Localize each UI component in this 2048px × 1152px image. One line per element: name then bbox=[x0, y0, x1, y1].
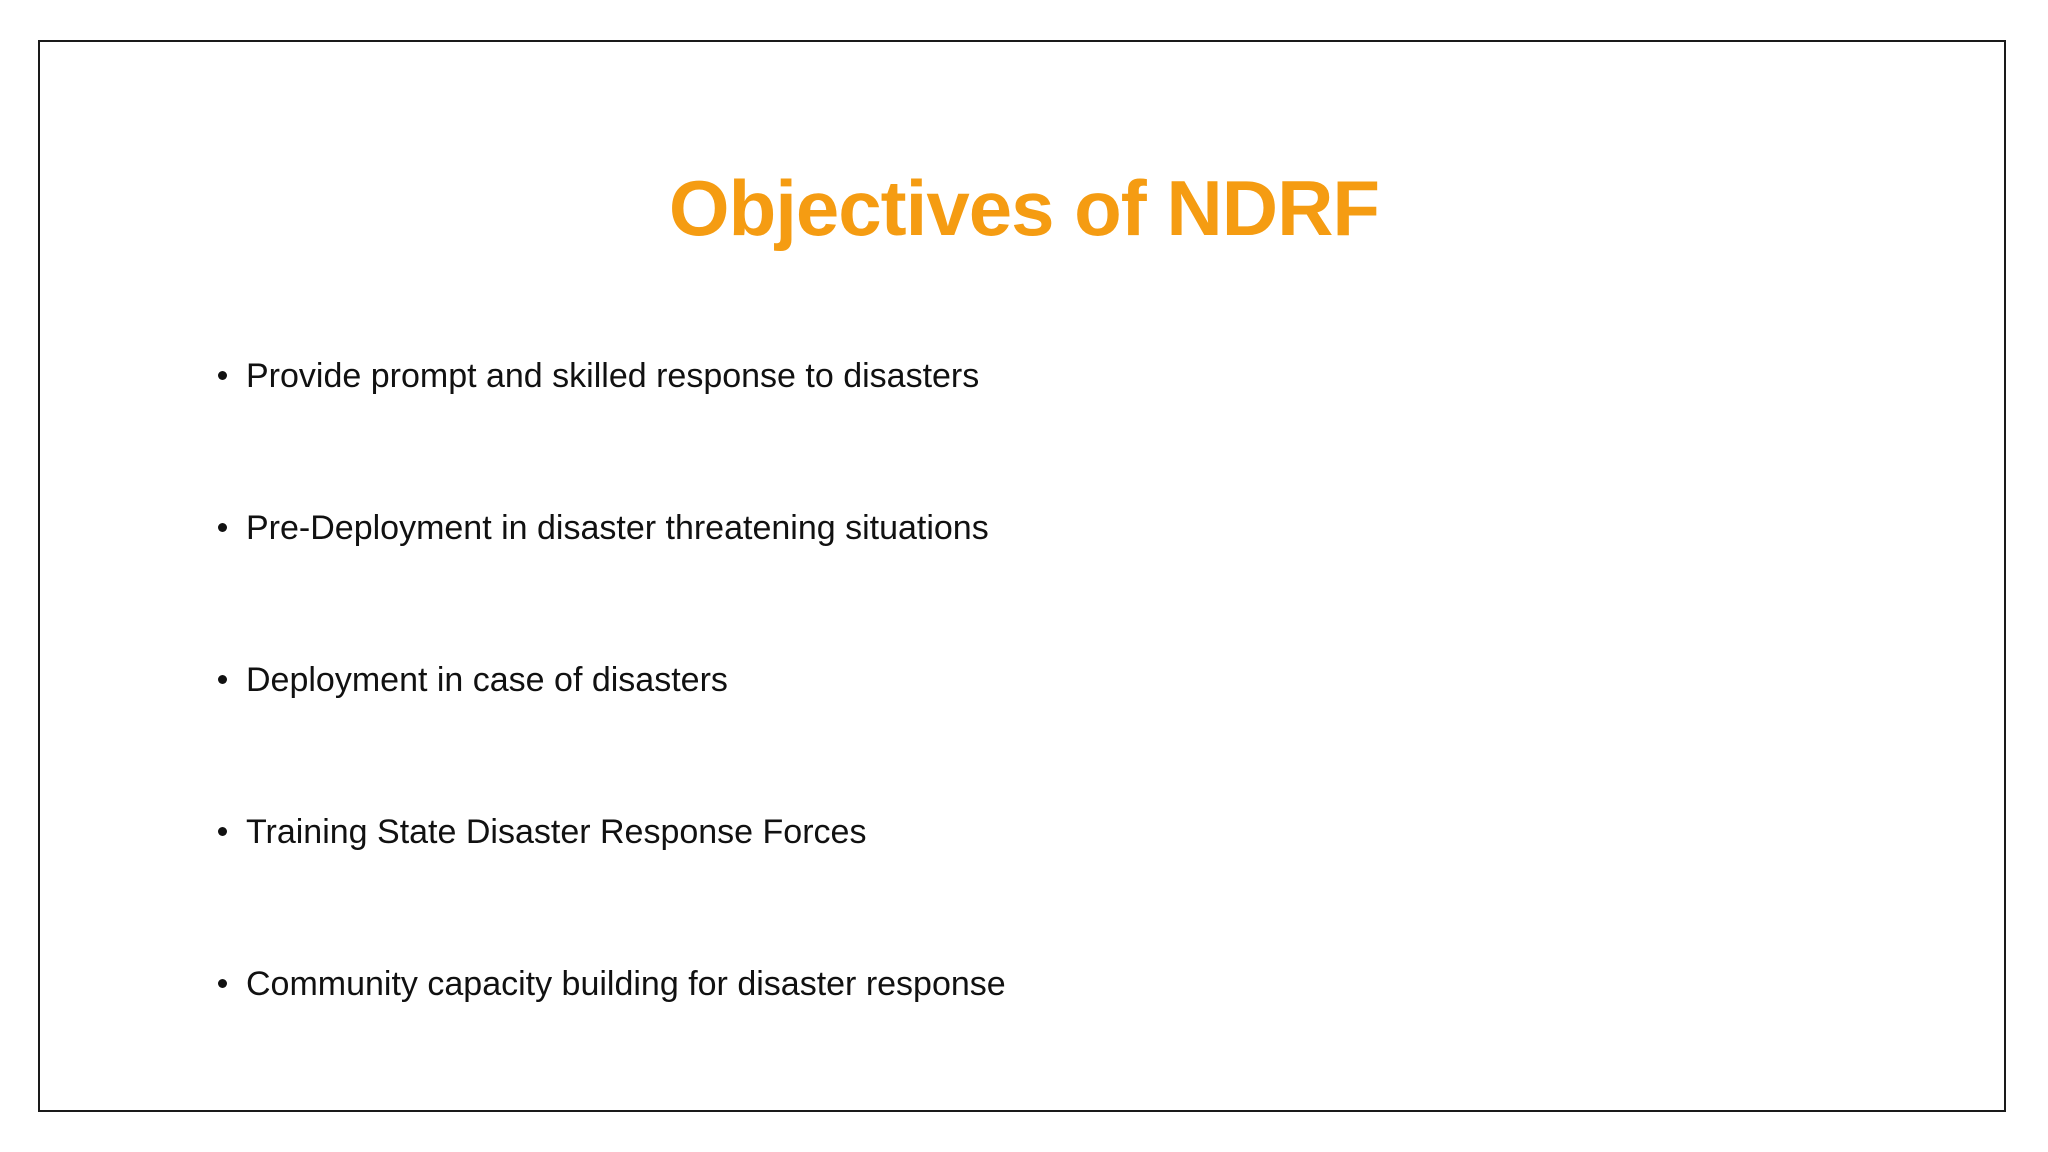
list-item bbox=[214, 340, 1006, 492]
bullet-icon bbox=[218, 979, 227, 988]
list-item-text: Deployment in case of disasters bbox=[246, 661, 728, 699]
list-item bbox=[214, 492, 1006, 644]
list-item bbox=[214, 948, 1006, 1100]
objectives-list bbox=[214, 340, 1006, 1100]
list-item-text: Provide prompt and skilled response to disasters bbox=[246, 357, 980, 395]
list-item-text: Training State Disaster Response Forces bbox=[246, 813, 867, 851]
list-item bbox=[214, 644, 1006, 796]
bullet-icon bbox=[218, 371, 227, 380]
list-item-text: Community capacity building for disaster response bbox=[246, 965, 1006, 1003]
bullet-icon bbox=[218, 675, 227, 684]
bullet-icon bbox=[218, 827, 227, 836]
slide-title: Objectives of NDRF bbox=[668, 164, 1380, 252]
bullet-icon bbox=[218, 523, 227, 532]
list-item-text: Pre-Deployment in disaster threatening situations bbox=[246, 509, 989, 547]
list-item bbox=[214, 796, 1006, 948]
